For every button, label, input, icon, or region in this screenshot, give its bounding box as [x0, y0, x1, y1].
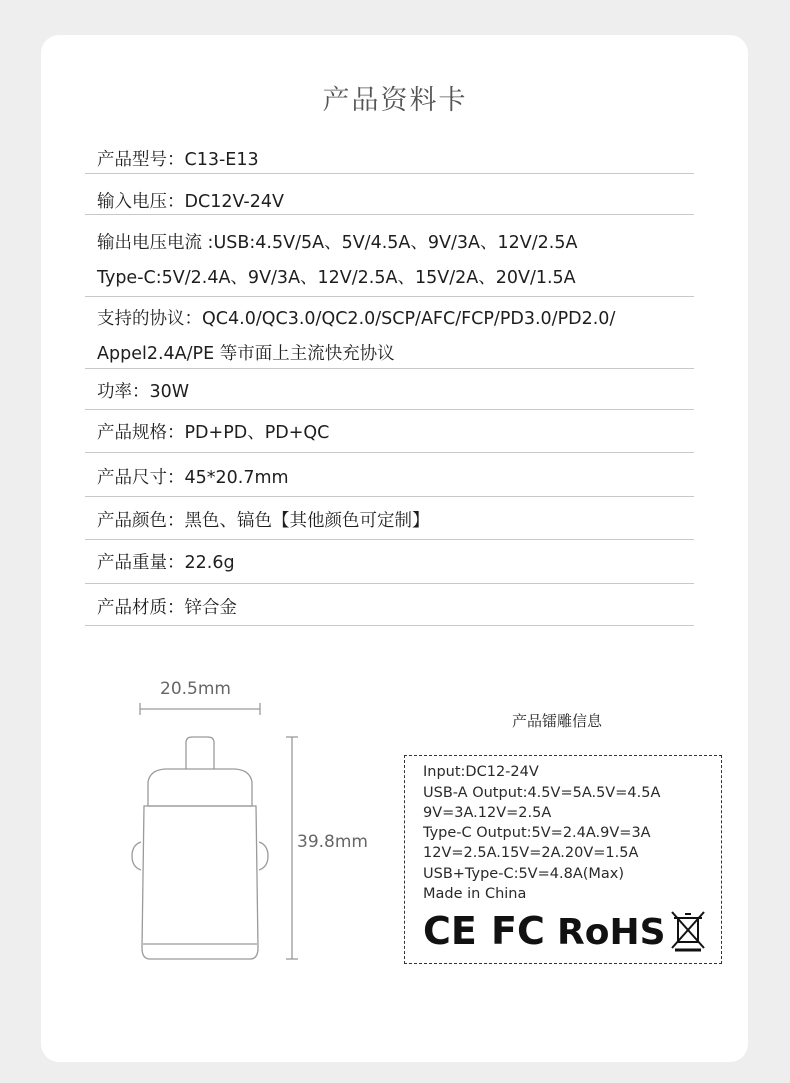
engraving-line-typec-2: 12V=2.5A.15V=2A.20V=1.5A [423, 845, 639, 861]
spec-protocol-line1: 支持的协议：QC4.0/QC3.0/QC2.0/SCP/AFC/FCP/PD3.0/PD2.0/ [97, 309, 616, 329]
spec-output-line2: Type-C:5V/2.4A、9V/3A、12V/2.5A、15V/2A、20V/1.5A [97, 268, 576, 288]
spec-spec-text: 产品规格：PD+PD、PD+QC [97, 423, 330, 443]
width-label: 20.5mm [160, 679, 231, 699]
top-cap [148, 769, 252, 806]
spec-color-text: 产品颜色：黑色、镐色【其他颜色可定制】 [97, 511, 430, 531]
page-title: 产品资料卡 [322, 85, 468, 116]
spec-material-text: 产品材质：锌合金 [97, 598, 237, 618]
engraving-line-combined: USB+Type-C:5V=4.8A(Max) [423, 866, 625, 882]
weee-bin-icon [672, 912, 704, 950]
engraving-line-origin: Made in China [423, 886, 527, 902]
spec-weight-text: 产品重量：22.6g [97, 553, 235, 573]
fcc-mark: FC [491, 909, 545, 953]
engraving-title: 产品镭雕信息 [512, 712, 603, 730]
spec-output-line1: 输出电压电流 :USB:4.5V/5A、5V/4.5A、9V/3A、12V/2.5A [97, 233, 578, 253]
ce-mark: CE [423, 909, 477, 953]
spec-size-text: 产品尺寸：45*20.7mm [97, 468, 289, 488]
certification-marks [421, 906, 711, 954]
engraving-line-usba-2: 9V=3A.12V=2.5A [423, 805, 552, 821]
rohs-mark: RoHS [557, 912, 666, 953]
left-clip [132, 842, 141, 870]
engraving-line-usba: USB-A Output:4.5V=5A.5V=4.5A [423, 785, 661, 801]
engraving-line-typec: Type-C Output:5V=2.4A.9V=3A [423, 825, 651, 841]
engraving-line-input: Input:DC12-24V [423, 764, 539, 780]
spec-protocol-line2: Appel2.4A/PE 等市面上主流快充协议 [97, 344, 395, 364]
height-label: 39.8mm [297, 832, 368, 852]
right-clip [259, 842, 268, 870]
spec-model-text: 产品型号：C13-E13 [97, 150, 259, 170]
plug-tip [186, 737, 214, 769]
spec-input-text: 输入电压：DC12V-24V [97, 192, 284, 212]
engraving-box [404, 755, 722, 964]
charger-body [142, 806, 258, 959]
spec-power-text: 功率：30W [97, 382, 190, 402]
